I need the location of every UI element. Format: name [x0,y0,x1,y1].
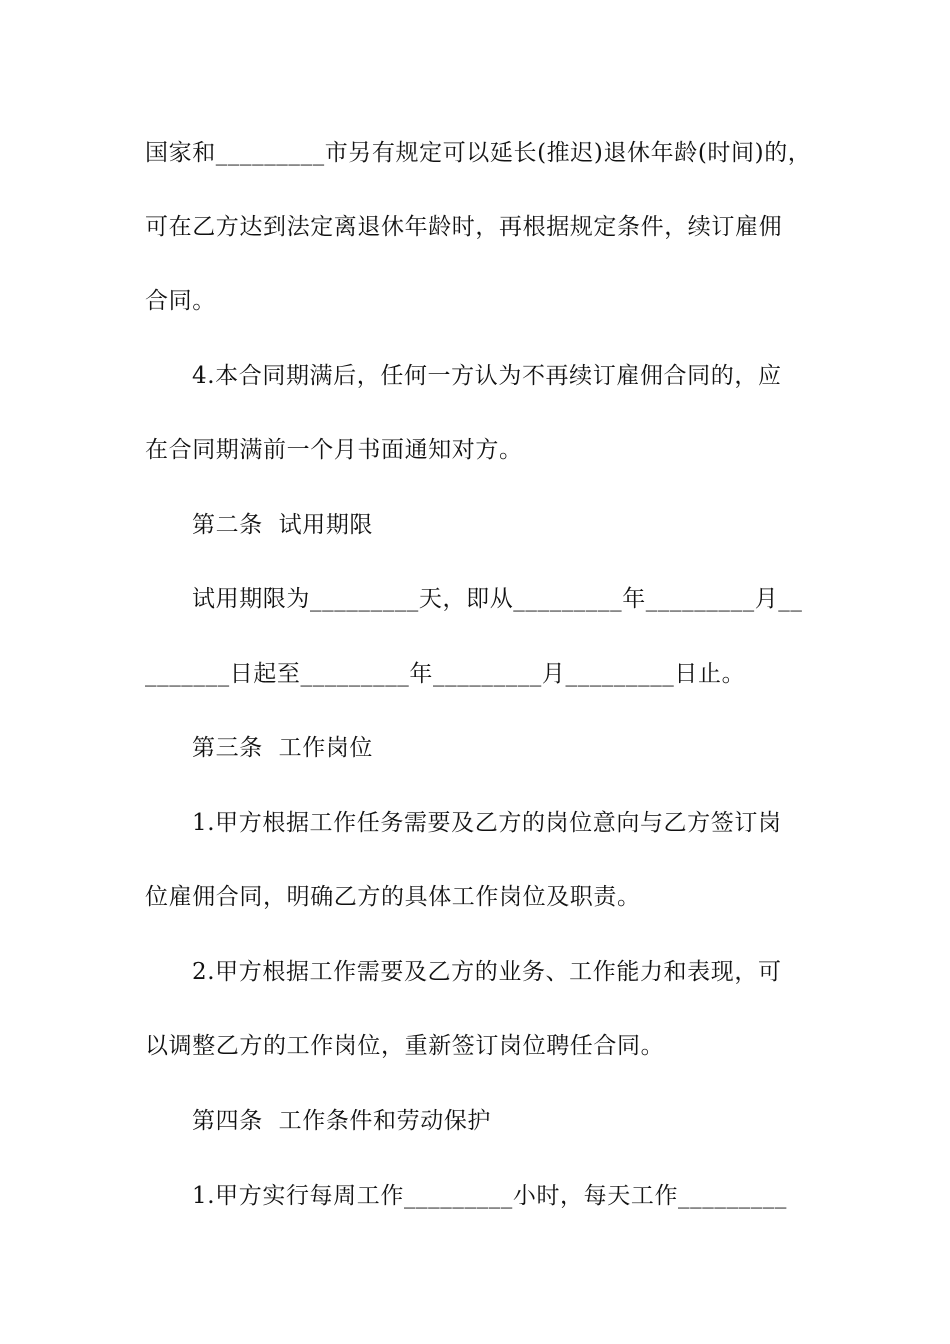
section-heading: 第三条 工作岗位 [192,735,374,761]
text-line: _______日起至_________年_________月_________日止。 [145,661,746,687]
text-line: 合同。 [145,288,216,314]
clause-item: 2.甲方根据工作需要及乙方的业务、工作能力和表现，可 [192,959,782,985]
text-line: 可在乙方达到法定离退休年龄时，再根据规定条件，续订雇佣 [145,214,783,240]
section-heading: 第四条 工作条件和劳动保护 [192,1108,492,1134]
text-line: 国家和_________市另有规定可以延长(推迟)退休年龄(时间)的， [145,140,812,166]
text-line: 在合同期满前一个月书面通知对方。 [145,437,523,463]
clause-item: 4.本合同期满后，任何一方认为不再续订雇佣合同的，应 [192,363,782,389]
clause-item: 1.甲方根据工作任务需要及乙方的岗位意向与乙方签订岗 [192,810,782,836]
text-line: 试用期限为_________天，即从_________年_________月__ [192,586,803,612]
text-line: 以调整乙方的工作岗位，重新签订岗位聘任合同。 [145,1033,665,1059]
clause-item: 1.甲方实行每周工作_________小时，每天工作_________ [192,1183,787,1209]
section-heading: 第二条 试用期限 [192,512,374,538]
text-line: 位雇佣合同，明确乙方的具体工作岗位及职责。 [145,884,641,910]
